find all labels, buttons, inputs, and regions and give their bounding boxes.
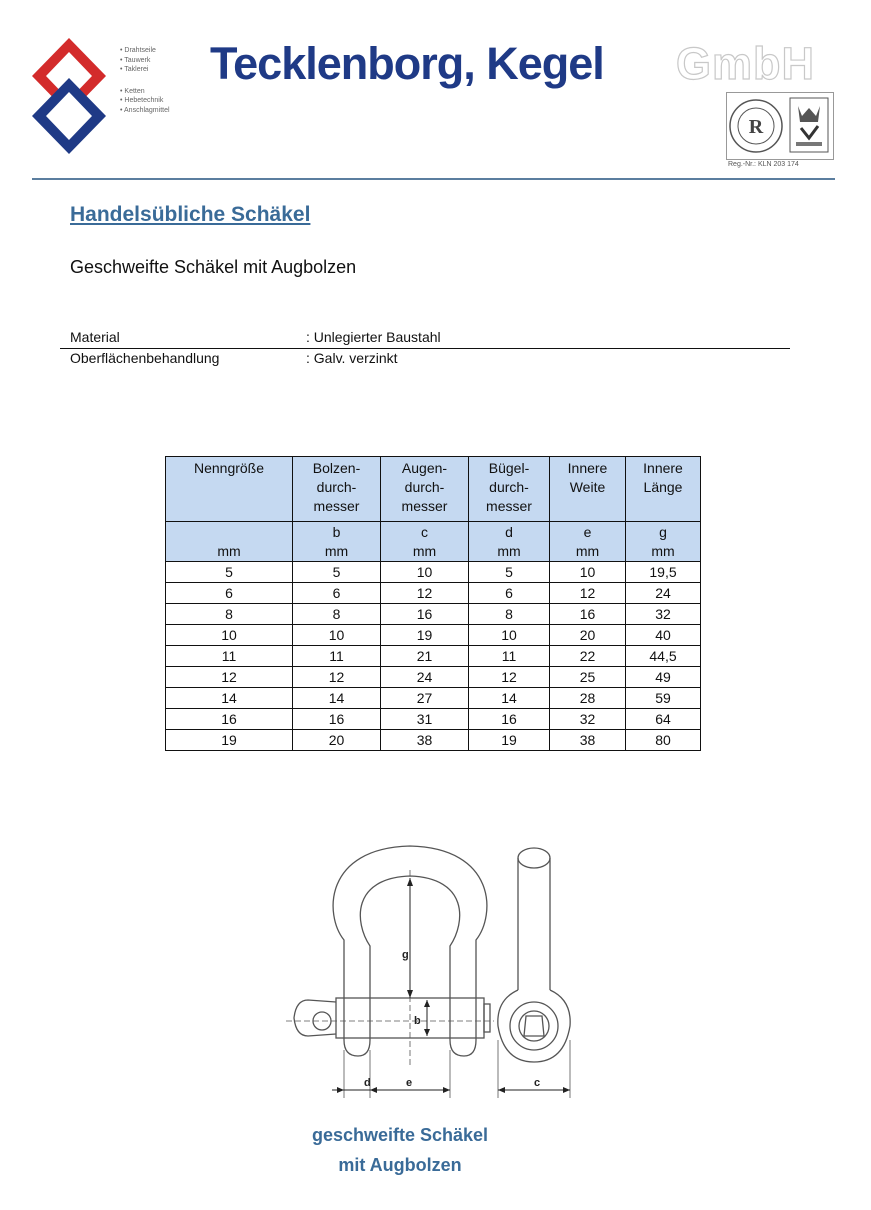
table-cell: 40 xyxy=(626,625,701,646)
table-cell: 12 xyxy=(293,667,381,688)
column-header-size: Nenngröße xyxy=(166,457,293,522)
table-cell: 5 xyxy=(293,562,381,583)
svg-text:R: R xyxy=(748,116,764,138)
table-cell: 32 xyxy=(550,709,626,730)
table-cell: 11 xyxy=(293,646,381,667)
table-cell: 25 xyxy=(550,667,626,688)
table-cell: 10 xyxy=(166,625,293,646)
property-divider xyxy=(60,348,790,349)
table-cell: 5 xyxy=(166,562,293,583)
service-item: • Hebetechnik xyxy=(120,97,164,104)
table-unit-row xyxy=(166,522,701,562)
dim-label-e: e xyxy=(406,1077,413,1089)
table-cell: 11 xyxy=(469,646,550,667)
ukas-crown-icon xyxy=(790,98,828,152)
table-cell: 14 xyxy=(166,688,293,709)
table-cell: 8 xyxy=(293,604,381,625)
property-label: Material xyxy=(70,329,120,345)
property-surface xyxy=(70,350,398,366)
table-cell: 38 xyxy=(381,730,469,751)
table-row xyxy=(166,709,701,730)
table-cell: 80 xyxy=(626,730,701,751)
table-cell: 24 xyxy=(381,667,469,688)
table-row xyxy=(166,583,701,604)
table-cell: 14 xyxy=(469,688,550,709)
page-title: Handelsübliche Schäkel xyxy=(70,203,311,226)
table-cell: 24 xyxy=(626,583,701,604)
table-cell: 10 xyxy=(469,625,550,646)
company-logo xyxy=(28,36,110,156)
table-cell: 44,5 xyxy=(626,646,701,667)
column-header-bolt: Bolzen- durch- messer xyxy=(293,457,381,522)
table-cell: 10 xyxy=(550,562,626,583)
table-cell: 10 xyxy=(381,562,469,583)
dim-label-g: g xyxy=(402,949,409,961)
column-header-inner-length: Innere Länge xyxy=(626,457,701,522)
dim-label-d: d xyxy=(364,1077,371,1089)
certification-seals xyxy=(726,92,834,160)
table-cell: 10 xyxy=(293,625,381,646)
shackle-drawing xyxy=(282,840,582,1102)
table-cell: 14 xyxy=(293,688,381,709)
column-unit: d mm xyxy=(469,522,550,562)
table-cell: 12 xyxy=(550,583,626,604)
column-header-bow: Bügel- durch- messer xyxy=(469,457,550,522)
table-cell: 32 xyxy=(626,604,701,625)
table-cell: 16 xyxy=(166,709,293,730)
property-value: : Unlegierter Baustahl xyxy=(306,329,441,345)
property-value: : Galv. verzinkt xyxy=(306,350,398,366)
service-item: • Tauwerk xyxy=(120,56,151,64)
header-divider xyxy=(32,178,835,180)
column-unit: e mm xyxy=(550,522,626,562)
table-cell: 8 xyxy=(166,604,293,625)
table-cell: 11 xyxy=(166,646,293,667)
table-cell: 27 xyxy=(381,688,469,709)
registration-number: Reg.-Nr.: KLN 203 174 xyxy=(728,161,799,168)
drawing-caption-line2: mit Augbolzen xyxy=(338,1155,462,1175)
column-unit: b mm xyxy=(293,522,381,562)
table-cell: 28 xyxy=(550,688,626,709)
shackle-side-view xyxy=(498,848,570,1098)
table-cell: 19 xyxy=(381,625,469,646)
company-suffix: GmbH xyxy=(676,38,815,89)
service-item: • Anschlagmittel xyxy=(120,106,170,114)
table-cell: 6 xyxy=(469,583,550,604)
property-material xyxy=(70,329,441,345)
table-cell: 16 xyxy=(293,709,381,730)
table-cell: 19 xyxy=(469,730,550,751)
column-header-inner-width: Innere Weite xyxy=(550,457,626,522)
table-cell: 31 xyxy=(381,709,469,730)
table-cell: 5 xyxy=(469,562,550,583)
table-cell: 6 xyxy=(166,583,293,604)
dim-label-c: c xyxy=(534,1077,541,1089)
column-unit: mm xyxy=(166,522,293,562)
shackle-front-view xyxy=(286,846,494,1098)
table-header-row xyxy=(166,457,701,522)
dim-label-b: b xyxy=(414,1015,421,1027)
table-row xyxy=(166,604,701,625)
column-unit: g mm xyxy=(626,522,701,562)
table-cell: 49 xyxy=(626,667,701,688)
table-cell: 64 xyxy=(626,709,701,730)
table-row xyxy=(166,667,701,688)
table-row xyxy=(166,688,701,709)
table-row xyxy=(166,646,701,667)
table-row xyxy=(166,562,701,583)
table-cell: 21 xyxy=(381,646,469,667)
table-cell: 16 xyxy=(381,604,469,625)
table-cell: 12 xyxy=(166,667,293,688)
table-cell: 19,5 xyxy=(626,562,701,583)
table-cell: 22 xyxy=(550,646,626,667)
table-row xyxy=(166,730,701,751)
r-seal-icon xyxy=(730,100,782,152)
table-cell: 16 xyxy=(550,604,626,625)
table-cell: 59 xyxy=(626,688,701,709)
table-cell: 20 xyxy=(550,625,626,646)
table-cell: 12 xyxy=(381,583,469,604)
table-cell: 6 xyxy=(293,583,381,604)
property-label: Oberflächenbehandlung xyxy=(70,350,220,366)
service-item: • Ketten xyxy=(120,87,145,95)
service-item: • Drahtseile xyxy=(120,47,156,54)
table-cell: 20 xyxy=(293,730,381,751)
column-unit: c mm xyxy=(381,522,469,562)
column-header-eye: Augen- durch- messer xyxy=(381,457,469,522)
page-subtitle: Geschweifte Schäkel mit Augbolzen xyxy=(70,257,357,277)
drawing-caption-line1: geschweifte Schäkel xyxy=(311,1125,489,1145)
table-cell: 12 xyxy=(469,667,550,688)
service-item: • Taklerei xyxy=(120,66,149,73)
table-cell: 38 xyxy=(550,730,626,751)
service-list xyxy=(120,46,170,115)
dimensions-table xyxy=(165,456,701,751)
table-row xyxy=(166,625,701,646)
table-cell: 8 xyxy=(469,604,550,625)
table-cell: 16 xyxy=(469,709,550,730)
table-cell: 19 xyxy=(166,730,293,751)
company-name: Tecklenborg, Kegel xyxy=(210,38,604,89)
